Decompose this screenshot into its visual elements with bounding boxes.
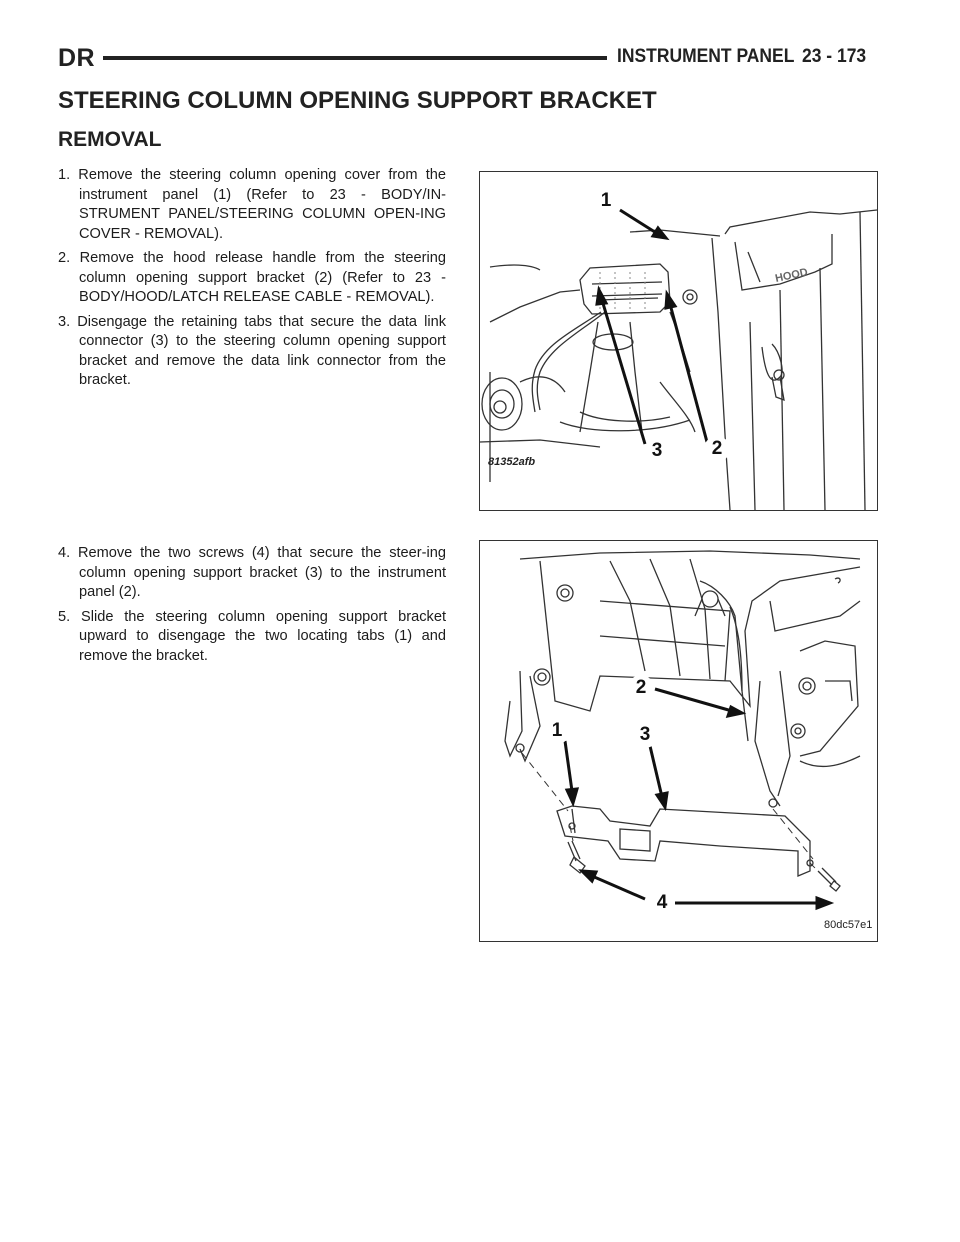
header-rule (103, 56, 607, 60)
header-section-title: INSTRUMENT PANEL (617, 46, 795, 67)
figure2-callout-2: 2 (628, 675, 654, 701)
figure2-callout-1: 1 (544, 718, 570, 744)
figure1-code: 81352afb (488, 456, 536, 468)
figure1-callout-2: 2 (704, 436, 730, 462)
figure-data-link-connector (479, 171, 878, 511)
figure1-callout-1: 1 (593, 188, 619, 214)
figure2-callout-4: 4 (649, 890, 675, 916)
figure1-callout-3: 3 (644, 438, 670, 464)
step-item: 4. Remove the two screws (4) that secure the steer-ing column opening support bracket (3) to the instrument panel (2). (58, 545, 446, 600)
figure1-line-drawing (480, 172, 877, 510)
step-item: 3. Disengage the retaining tabs that secure the data link connector (3) to the steering column opening support bracket and remove the data link connector from the bracket. (58, 313, 446, 388)
figure2-line-drawing (480, 541, 877, 941)
step-item: 2. Remove the hood release handle from the steering column opening support bracket (2) (Refer to 23 - BODY/HOOD/LATCH RELEASE CABLE - REMOVAL). (58, 250, 446, 305)
header-page-number: 23 - 173 (802, 46, 867, 67)
figure2-callout-3: 3 (632, 722, 658, 748)
step-item: 5. Slide the steering column opening support bracket upward to disengage the two locating tabs (1) and remove the bracket. (58, 608, 446, 664)
header-model: DR (58, 44, 96, 72)
hood-handle-text: HOOD (774, 266, 809, 285)
page-title: STEERING COLUMN OPENING SUPPORT BRACKET (58, 87, 657, 114)
step-item: 1. Remove the steering column opening cover from the instrument panel (1) (Refer to 23 - BODY/IN-STRUMENT PANEL/STEERING COLUMN OPEN-ING COVER - REMOVAL). (58, 167, 446, 242)
figure-support-bracket (479, 540, 878, 942)
figure2-code: 80dc57e1 (824, 919, 873, 931)
section-subhead: REMOVAL (58, 128, 162, 151)
removal-steps-1 (58, 166, 446, 396)
removal-steps-2 (58, 544, 446, 671)
